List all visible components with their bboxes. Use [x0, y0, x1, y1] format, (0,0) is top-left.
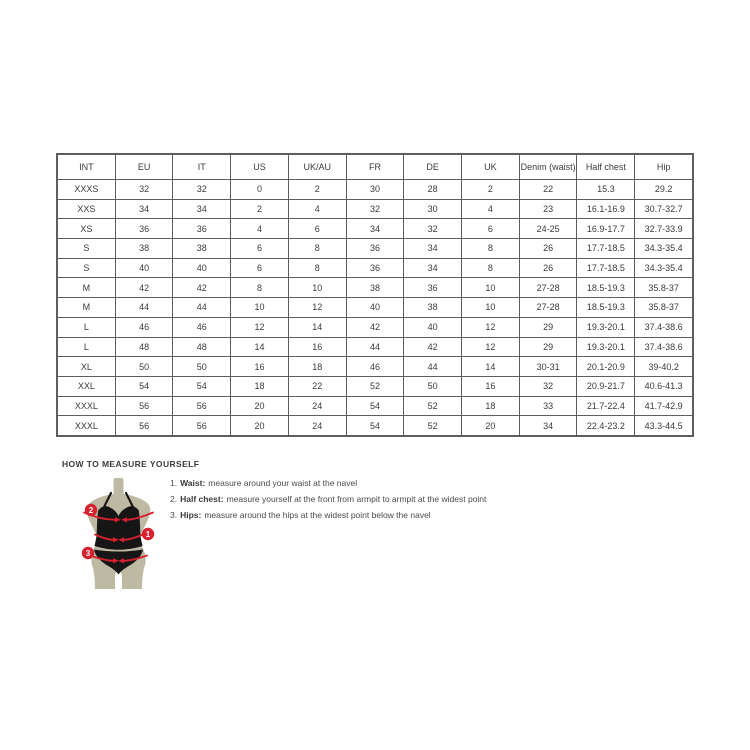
table-cell: 4: [231, 219, 289, 239]
table-cell: 8: [231, 278, 289, 298]
table-cell: 6: [231, 258, 289, 278]
table-cell: 54: [173, 376, 231, 396]
table-cell: 48: [115, 337, 173, 357]
table-cell: 30-31: [519, 357, 577, 377]
howto-list: [170, 475, 486, 523]
table-cell: 37.4-38.6: [635, 337, 693, 357]
table-cell: 26: [519, 258, 577, 278]
table-row: [58, 278, 693, 298]
table-cell: 4: [462, 199, 520, 219]
table-cell: 20: [462, 416, 520, 436]
table-cell: 50: [115, 357, 173, 377]
table-row: [58, 357, 693, 377]
column-header: INT: [58, 155, 116, 180]
table-cell: 43.3-44.5: [635, 416, 693, 436]
table-cell: 37.4-38.6: [635, 317, 693, 337]
howto-item-text: measure around the hips at the widest point below the navel: [204, 510, 431, 520]
table-cell: XXS: [58, 199, 116, 219]
table-cell: M: [58, 298, 116, 318]
table-cell: 6: [231, 239, 289, 259]
table-cell: 36: [346, 258, 404, 278]
table-cell: 52: [404, 396, 462, 416]
table-cell: 20.1-20.9: [577, 357, 635, 377]
table-cell: 32: [519, 376, 577, 396]
table-cell: 54: [115, 376, 173, 396]
table-cell: 22: [519, 180, 577, 200]
column-header: FR: [346, 155, 404, 180]
table-cell: L: [58, 337, 116, 357]
howto-item-text: measure yourself at the front from armpit to armpit at the widest point: [226, 494, 487, 504]
column-header: Half chest: [577, 155, 635, 180]
table-cell: 44: [404, 357, 462, 377]
table-cell: 34.3-35.4: [635, 239, 693, 259]
table-cell: 8: [462, 239, 520, 259]
table-cell: 14: [231, 337, 289, 357]
table-cell: 34: [115, 199, 173, 219]
table-cell: 32: [404, 219, 462, 239]
table-cell: 14: [288, 317, 346, 337]
size-table-body: [58, 180, 693, 436]
table-row: [58, 219, 693, 239]
table-cell: 16: [288, 337, 346, 357]
howto-item-number: 3.: [170, 510, 178, 520]
column-header: UK/AU: [288, 155, 346, 180]
table-cell: 21.7-22.4: [577, 396, 635, 416]
table-cell: 28: [404, 180, 462, 200]
table-cell: 18: [462, 396, 520, 416]
table-cell: 19.3-20.1: [577, 317, 635, 337]
table-row: [58, 258, 693, 278]
table-cell: 32.7-33.9: [635, 219, 693, 239]
table-cell: 34.3-35.4: [635, 258, 693, 278]
table-cell: 36: [404, 278, 462, 298]
table-cell: 2: [462, 180, 520, 200]
table-cell: 56: [173, 416, 231, 436]
table-cell: 34: [519, 416, 577, 436]
table-cell: 8: [288, 239, 346, 259]
table-cell: 46: [115, 317, 173, 337]
table-cell: 40: [346, 298, 404, 318]
table-cell: 6: [288, 219, 346, 239]
table-cell: 4: [288, 199, 346, 219]
table-cell: XXXL: [58, 396, 116, 416]
table-cell: 46: [173, 317, 231, 337]
table-cell: 12: [462, 317, 520, 337]
column-header: DE: [404, 155, 462, 180]
howto-item-hips: [170, 507, 486, 523]
table-cell: 34: [173, 199, 231, 219]
table-cell: 17.7-18.5: [577, 258, 635, 278]
howto-item-text: measure around your waist at the navel: [208, 478, 358, 488]
column-header: US: [231, 155, 289, 180]
table-cell: 0: [231, 180, 289, 200]
table-cell: 23: [519, 199, 577, 219]
column-header: IT: [173, 155, 231, 180]
table-cell: 42: [115, 278, 173, 298]
table-cell: 29: [519, 337, 577, 357]
howto-item-label: Hips:: [180, 510, 202, 520]
table-cell: 18: [231, 376, 289, 396]
howto-item-waist: [170, 475, 486, 491]
table-cell: 8: [288, 258, 346, 278]
column-header: Denim (waist): [519, 155, 577, 180]
size-table: [57, 154, 693, 436]
table-cell: 10: [231, 298, 289, 318]
table-cell: S: [58, 239, 116, 259]
column-header: UK: [462, 155, 520, 180]
table-cell: 27-28: [519, 298, 577, 318]
table-cell: 24: [288, 396, 346, 416]
table-cell: 10: [462, 278, 520, 298]
table-cell: 17.7-18.5: [577, 239, 635, 259]
table-cell: 30.7-32.7: [635, 199, 693, 219]
table-cell: 20: [231, 416, 289, 436]
table-cell: 42: [173, 278, 231, 298]
table-cell: M: [58, 278, 116, 298]
marker-number: 3: [85, 548, 91, 558]
marker-2-chest: [85, 504, 97, 516]
table-cell: 39-40.2: [635, 357, 693, 377]
table-cell: 52: [404, 416, 462, 436]
table-cell: 46: [346, 357, 404, 377]
table-cell: 52: [346, 376, 404, 396]
table-cell: 6: [462, 219, 520, 239]
table-cell: 29: [519, 317, 577, 337]
table-row: [58, 416, 693, 436]
table-cell: 41.7-42.9: [635, 396, 693, 416]
table-cell: 40: [173, 258, 231, 278]
table-cell: 34: [404, 239, 462, 259]
measurement-figure-illustration: [74, 476, 166, 592]
table-cell: 56: [115, 416, 173, 436]
table-cell: 24-25: [519, 219, 577, 239]
table-cell: 12: [231, 317, 289, 337]
table-cell: 16.1-16.9: [577, 199, 635, 219]
table-cell: 44: [173, 298, 231, 318]
table-cell: 40: [404, 317, 462, 337]
size-table-header-row: [58, 155, 693, 180]
table-cell: 19.3-20.1: [577, 337, 635, 357]
column-header: EU: [115, 155, 173, 180]
table-cell: 18.5-19.3: [577, 298, 635, 318]
table-cell: 30: [404, 199, 462, 219]
howto-item-number: 1.: [170, 478, 178, 488]
table-row: [58, 396, 693, 416]
table-cell: 36: [173, 219, 231, 239]
table-cell: S: [58, 258, 116, 278]
table-cell: 38: [404, 298, 462, 318]
table-cell: 42: [404, 337, 462, 357]
table-cell: 18.5-19.3: [577, 278, 635, 298]
table-cell: 34: [404, 258, 462, 278]
table-cell: XL: [58, 357, 116, 377]
table-cell: 32: [173, 180, 231, 200]
table-cell: 18: [288, 357, 346, 377]
table-cell: 2: [288, 180, 346, 200]
table-row: [58, 180, 693, 200]
table-cell: 34: [346, 219, 404, 239]
table-cell: 22.4-23.2: [577, 416, 635, 436]
table-row: [58, 317, 693, 337]
table-row: [58, 239, 693, 259]
table-cell: 15.3: [577, 180, 635, 200]
table-cell: 2: [231, 199, 289, 219]
table-cell: 44: [346, 337, 404, 357]
table-row: [58, 199, 693, 219]
table-cell: 44: [115, 298, 173, 318]
table-cell: 16.9-17.7: [577, 219, 635, 239]
marker-3-hip: [82, 547, 94, 559]
table-cell: 22: [288, 376, 346, 396]
table-cell: 10: [288, 278, 346, 298]
table-cell: 35.8-37: [635, 298, 693, 318]
table-cell: 33: [519, 396, 577, 416]
table-cell: 14: [462, 357, 520, 377]
table-row: [58, 298, 693, 318]
table-cell: 12: [462, 337, 520, 357]
table-cell: 27-28: [519, 278, 577, 298]
table-cell: L: [58, 317, 116, 337]
table-cell: 16: [231, 357, 289, 377]
table-cell: 38: [346, 278, 404, 298]
marker-number: 2: [88, 505, 94, 515]
table-cell: 56: [173, 396, 231, 416]
table-cell: 16: [462, 376, 520, 396]
table-cell: 32: [115, 180, 173, 200]
table-cell: 35.8-37: [635, 278, 693, 298]
table-cell: 30: [346, 180, 404, 200]
table-cell: 32: [346, 199, 404, 219]
table-cell: 54: [346, 396, 404, 416]
table-cell: 40.6-41.3: [635, 376, 693, 396]
table-cell: XXL: [58, 376, 116, 396]
table-cell: 29.2: [635, 180, 693, 200]
table-cell: 36: [346, 239, 404, 259]
table-cell: 8: [462, 258, 520, 278]
table-row: [58, 376, 693, 396]
table-cell: 38: [115, 239, 173, 259]
table-cell: 42: [346, 317, 404, 337]
howto-item-number: 2.: [170, 494, 178, 504]
table-cell: 24: [288, 416, 346, 436]
table-cell: XXXS: [58, 180, 116, 200]
table-row: [58, 337, 693, 357]
howto-item-label: Half chest:: [180, 494, 224, 504]
column-header: Hip: [635, 155, 693, 180]
table-cell: 54: [346, 416, 404, 436]
table-cell: 56: [115, 396, 173, 416]
howto-item-half-chest: [170, 491, 486, 507]
table-cell: 12: [288, 298, 346, 318]
table-cell: 20: [231, 396, 289, 416]
table-cell: 48: [173, 337, 231, 357]
table-cell: 38: [173, 239, 231, 259]
table-cell: 50: [404, 376, 462, 396]
table-cell: 26: [519, 239, 577, 259]
size-table-head: [58, 155, 693, 180]
table-cell: 20.9-21.7: [577, 376, 635, 396]
table-cell: XXXL: [58, 416, 116, 436]
table-cell: XS: [58, 219, 116, 239]
howto-title: HOW TO MEASURE YOURSELF: [62, 459, 200, 469]
table-cell: 36: [115, 219, 173, 239]
marker-1-waist: [142, 528, 154, 540]
marker-number: 1: [145, 529, 151, 539]
table-cell: 40: [115, 258, 173, 278]
table-cell: 50: [173, 357, 231, 377]
howto-item-label: Waist:: [180, 478, 206, 488]
table-cell: 10: [462, 298, 520, 318]
